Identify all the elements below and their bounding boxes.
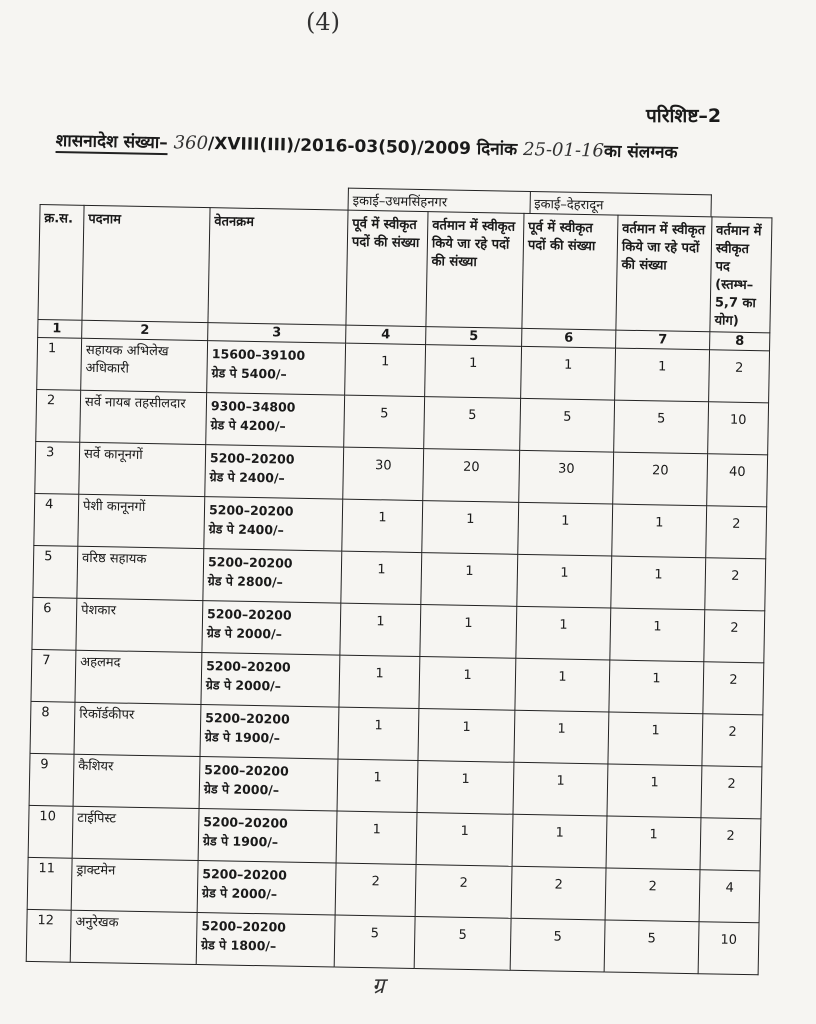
post-name-cell: टाईपिस्ट — [72, 806, 199, 860]
header-serial: क्र.स. — [38, 205, 84, 321]
column-number: 1 — [38, 319, 82, 338]
dehradun-current-cell: 1 — [608, 712, 703, 766]
posts-sheet — [26, 182, 772, 975]
header-pay-scale: वेतनक्रम — [208, 208, 348, 326]
header-col8: वर्तमान में स्वीकृत पद (स्तम्भ–5,7 का योग) — [710, 217, 772, 333]
serial-cell: 10 — [28, 805, 73, 858]
udhamsinghnagar-previous-cell: 1 — [338, 707, 419, 760]
pay-scale: 5200–20200 — [208, 502, 294, 519]
pay-scale: 5200–20200 — [207, 554, 293, 571]
pay-scale: 5200–20200 — [205, 710, 290, 727]
pay-scale-cell — [196, 913, 335, 968]
dehradun-current-cell: 5 — [614, 400, 709, 454]
udhamsinghnagar-previous-cell: 1 — [337, 759, 418, 812]
header-row — [38, 205, 772, 333]
reference-middle: /XVIII(III)/2016-03(50)/2009 दिनांक — [207, 133, 518, 160]
udhamsinghnagar-previous-cell: 1 — [336, 811, 417, 864]
pay-scale-cell — [206, 393, 345, 448]
column-number: 2 — [82, 320, 208, 340]
column-number: 8 — [710, 332, 770, 351]
header-col6: पूर्व में स्वीकृत पदों की संख्या — [522, 213, 618, 330]
udhamsinghnagar-current-cell: 5 — [424, 397, 521, 451]
header-col5: वर्तमान में स्वीकृत किये जा रहे पदों की संख्या — [426, 212, 524, 329]
pay-scale: 5200–20200 — [206, 606, 292, 623]
udhamsinghnagar-previous-cell: 1 — [345, 343, 426, 396]
grade-pay: ग्रेड पे 1800/– — [200, 937, 277, 954]
signature: ग्र — [372, 974, 385, 999]
total-current-cell: 2 — [701, 766, 762, 819]
post-name-cell: कैशियर — [73, 754, 200, 808]
pay-scale-cell — [204, 497, 343, 552]
serial-cell: 12 — [26, 909, 71, 962]
dehradun-current-cell: 5 — [604, 920, 699, 974]
post-name-cell: सहायक अभिलेख अधिकारी — [81, 338, 208, 392]
post-name-cell: सर्वे कानूनगों — [79, 442, 206, 496]
grade-pay: ग्रेड पे 5400/– — [211, 365, 287, 382]
pay-scale-cell — [203, 549, 342, 604]
pay-scale: 5200–20200 — [206, 658, 291, 675]
grade-pay: ग्रेड पे 2000/– — [205, 677, 282, 694]
serial-cell: 4 — [34, 493, 79, 546]
pay-scale: 5200–20200 — [204, 762, 289, 779]
pay-scale: 5200–20200 — [209, 450, 295, 467]
udhamsinghnagar-previous-cell: 30 — [343, 447, 424, 500]
post-name-cell: रिकॉर्डकीपर — [74, 702, 201, 756]
dehradun-current-cell: 1 — [606, 816, 701, 870]
dehradun-previous-cell: 1 — [517, 554, 612, 608]
post-name-cell: सर्वे नायब तहसीलदार — [80, 390, 207, 444]
post-name-cell: पेशकार — [76, 598, 203, 652]
appendix-label: परिशिष्ट–2 — [646, 105, 722, 127]
dehradun-current-cell: 1 — [615, 348, 710, 402]
page-number: (4) — [306, 8, 340, 36]
grade-pay: ग्रेड पे 2000/– — [206, 625, 283, 642]
dehradun-previous-cell: 1 — [513, 762, 608, 816]
total-current-cell: 2 — [700, 818, 761, 871]
header-col7: वर्तमान में स्वीकृत किये जा रहे पदों की संख्या — [616, 215, 712, 332]
pay-scale-cell — [197, 861, 336, 916]
udhamsinghnagar-previous-cell: 1 — [339, 655, 420, 708]
posts-table — [26, 204, 773, 975]
pay-scale-cell — [198, 809, 337, 864]
pay-scale-cell — [201, 653, 340, 708]
serial-cell: 11 — [27, 857, 72, 910]
dehradun-current-cell: 1 — [607, 764, 702, 818]
grade-pay: ग्रेड पे 2800/– — [207, 573, 284, 590]
grade-pay: ग्रेड पे 2000/– — [203, 781, 280, 798]
column-number: 4 — [346, 325, 426, 344]
dehradun-previous-cell: 30 — [519, 450, 614, 504]
pay-scale-cell — [202, 601, 341, 656]
udhamsinghnagar-current-cell: 5 — [414, 916, 511, 970]
column-number: 7 — [616, 330, 710, 350]
serial-cell: 9 — [29, 753, 74, 806]
dehradun-current-cell: 1 — [611, 556, 706, 610]
udhamsinghnagar-current-cell: 2 — [415, 865, 512, 919]
udhamsinghnagar-previous-cell: 1 — [341, 551, 422, 604]
pay-scale-cell — [200, 705, 339, 760]
grade-pay: ग्रेड पे 2400/– — [208, 521, 284, 538]
pay-scale: 15600–39100 — [211, 346, 306, 363]
reference-prefix: शासनादेश संख्या– — [55, 130, 168, 154]
total-current-cell: 2 — [702, 714, 763, 767]
reference-suffix: का संलग्नक — [603, 141, 678, 163]
dehradun-current-cell: 1 — [610, 608, 705, 662]
udhamsinghnagar-previous-cell: 1 — [342, 499, 423, 552]
udhamsinghnagar-current-cell: 20 — [423, 449, 520, 503]
total-current-cell: 2 — [709, 350, 770, 403]
pay-scale: 5200–20200 — [201, 918, 287, 935]
unit-dehradun: इकाई–देहरादून — [530, 191, 712, 216]
pay-scale-cell — [199, 757, 338, 812]
dehradun-current-cell: 1 — [609, 660, 704, 714]
serial-cell: 1 — [37, 337, 82, 390]
pay-scale-cell — [207, 341, 346, 396]
udhamsinghnagar-current-cell: 1 — [421, 553, 518, 607]
udhamsinghnagar-current-cell: 1 — [425, 345, 522, 399]
table-body — [26, 337, 769, 974]
udhamsinghnagar-previous-cell: 2 — [335, 863, 416, 916]
reference-line — [56, 128, 756, 164]
reference-number-handwritten: 360 — [173, 132, 209, 154]
total-current-cell: 10 — [708, 402, 769, 455]
serial-cell: 7 — [31, 649, 76, 702]
udhamsinghnagar-current-cell: 1 — [416, 813, 513, 867]
serial-cell: 8 — [30, 701, 75, 754]
grade-pay: ग्रेड पे 1900/– — [202, 833, 279, 850]
pay-scale: 9300–34800 — [210, 398, 296, 415]
dehradun-previous-cell: 5 — [510, 918, 605, 972]
header-col4: पूर्व में स्वीकृत पदों की संख्या — [346, 210, 428, 326]
dehradun-current-cell: 2 — [605, 868, 700, 922]
column-number: 5 — [426, 327, 522, 347]
header-post: पदनाम — [82, 205, 210, 322]
column-number: 3 — [208, 323, 346, 344]
total-current-cell: 2 — [703, 662, 764, 715]
udhamsinghnagar-current-cell: 1 — [417, 761, 514, 815]
post-name-cell: अनुरेखक — [70, 910, 197, 964]
reference-date-handwritten: 25-01-16 — [522, 138, 605, 162]
udhamsinghnagar-current-cell: 1 — [420, 605, 517, 659]
udhamsinghnagar-current-cell: 1 — [418, 709, 515, 763]
dehradun-previous-cell: 1 — [521, 346, 616, 400]
grade-pay: ग्रेड पे 4200/– — [210, 417, 286, 434]
serial-cell: 6 — [32, 597, 77, 650]
udhamsinghnagar-previous-cell: 5 — [334, 915, 415, 968]
udhamsinghnagar-previous-cell: 5 — [344, 395, 425, 448]
dehradun-previous-cell: 1 — [515, 658, 610, 712]
post-name-cell: ड्राक्टमेन — [71, 858, 198, 912]
pay-scale: 5200–20200 — [202, 866, 288, 883]
dehradun-previous-cell: 1 — [514, 710, 609, 764]
serial-cell: 2 — [36, 389, 81, 442]
udhamsinghnagar-current-cell: 1 — [422, 501, 519, 555]
grade-pay: ग्रेड पे 1900/– — [204, 729, 281, 746]
total-current-cell: 2 — [705, 558, 766, 611]
dehradun-current-cell: 1 — [612, 504, 707, 558]
dehradun-current-cell: 20 — [613, 452, 708, 506]
total-current-cell: 10 — [698, 922, 759, 975]
column-number: 6 — [522, 328, 616, 348]
total-current-cell: 2 — [704, 610, 765, 663]
post-name-cell: अहलमद — [75, 650, 202, 704]
grade-pay: ग्रेड पे 2000/– — [201, 885, 278, 902]
pay-scale-cell — [205, 445, 344, 500]
dehradun-previous-cell: 1 — [516, 606, 611, 660]
grade-pay: ग्रेड पे 2400/– — [209, 469, 285, 486]
unit-udhamsinghnagar: इकाई–उधमसिंहनगर — [348, 188, 531, 213]
dehradun-previous-cell: 1 — [518, 502, 613, 556]
post-name-cell: पेशी कानूनगों — [78, 494, 205, 548]
udhamsinghnagar-current-cell: 1 — [419, 657, 516, 711]
dehradun-previous-cell: 5 — [520, 398, 615, 452]
total-current-cell: 2 — [706, 506, 767, 559]
total-current-cell: 4 — [699, 870, 760, 923]
post-name-cell: वरिष्ठ सहायक — [77, 546, 204, 600]
dehradun-previous-cell: 1 — [512, 814, 607, 868]
total-current-cell: 40 — [707, 454, 768, 507]
serial-cell: 3 — [35, 441, 80, 494]
udhamsinghnagar-previous-cell: 1 — [340, 603, 421, 656]
serial-cell: 5 — [33, 545, 78, 598]
pay-scale: 5200–20200 — [203, 814, 288, 831]
dehradun-previous-cell: 2 — [511, 866, 606, 920]
